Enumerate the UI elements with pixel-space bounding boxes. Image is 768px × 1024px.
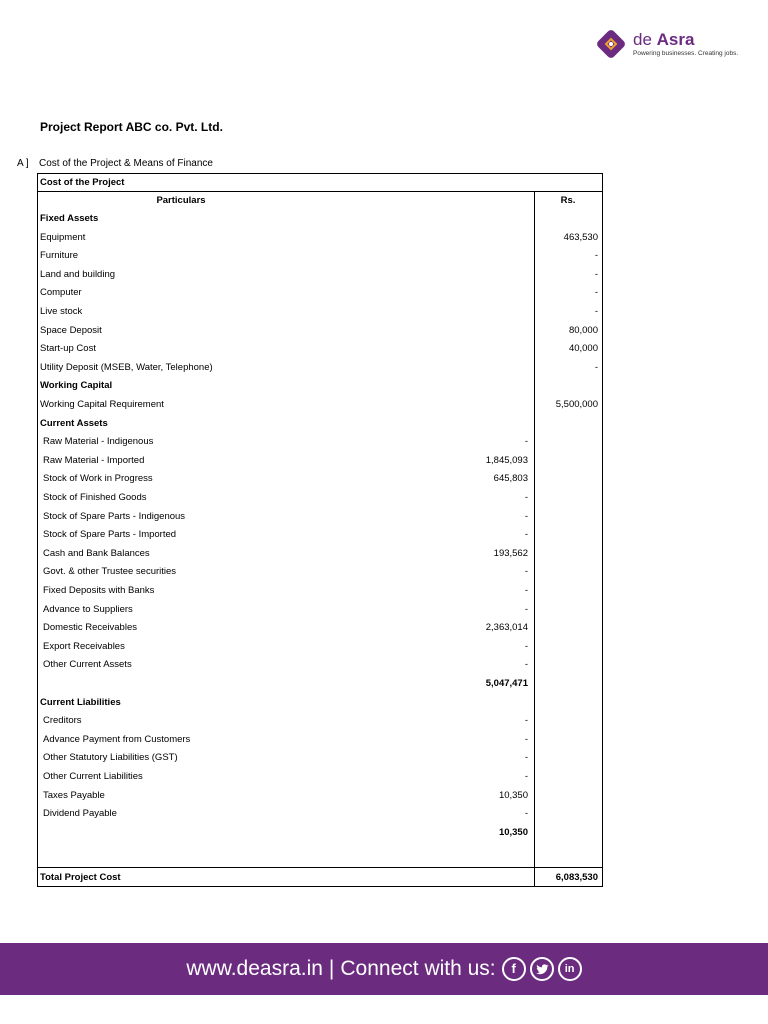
table-row [38, 563, 602, 581]
table-row [38, 768, 602, 786]
total-divider [38, 867, 602, 868]
row-subtotal: - [524, 771, 528, 782]
header-rs: Rs. [560, 195, 576, 206]
row-label: Stock of Work in Progress [43, 473, 153, 485]
row-amount: - [594, 361, 598, 373]
row-amount: - [594, 287, 598, 299]
table-row [38, 712, 602, 730]
row-amount: - [594, 250, 598, 262]
row-label: Advance to Suppliers [43, 603, 133, 615]
table-row [38, 210, 602, 228]
table-row [38, 433, 602, 451]
row-subtotal: - [524, 492, 528, 503]
table-row [38, 619, 602, 637]
section-letter: A ] [17, 158, 29, 169]
table-row [38, 675, 602, 693]
row-subtotal: 645,803 [493, 473, 528, 485]
row-label: Creditors [43, 715, 82, 727]
footer-connect: Connect with us: [340, 957, 496, 980]
row-subtotal: - [524, 566, 528, 578]
logo-wordmark: de Asra [633, 30, 695, 49]
row-subtotal: 2,363,014 [485, 622, 528, 634]
deasra-logo-icon [595, 28, 627, 60]
row-label: Start-up Cost [40, 343, 96, 355]
total-label: Total Project Cost [40, 872, 121, 883]
row-label: Fixed Deposits with Banks [43, 585, 155, 596]
footer-website[interactable]: www.deasra.in [186, 957, 323, 980]
table-header-row [38, 192, 602, 210]
table-row [38, 526, 602, 544]
table-row [38, 415, 602, 433]
table-row [38, 805, 602, 823]
table-row [38, 638, 602, 656]
row-amount: 5,500,000 [555, 399, 598, 410]
total-amount: 6,083,530 [555, 872, 598, 883]
table-row [38, 787, 602, 805]
row-subtotal: - [524, 585, 528, 596]
row-subtotal: - [524, 510, 528, 522]
row-subtotal: - [524, 715, 528, 727]
row-subtotal: 10,350 [498, 826, 528, 838]
row-label: Cash and Bank Balances [43, 547, 150, 559]
row-label: Live stock [40, 306, 83, 317]
row-amount: 40,000 [568, 343, 598, 355]
row-label: Raw Material - Indigenous [43, 436, 154, 448]
row-label: Utility Deposit (MSEB, Water, Telephone) [40, 361, 213, 373]
table-row [38, 377, 602, 395]
row-subtotal: - [524, 752, 528, 764]
row-label: Space Deposit [40, 324, 102, 336]
row-subtotal: - [524, 529, 528, 541]
row-label: Stock of Spare Parts - Imported [43, 529, 177, 541]
row-label: Fixed Assets [40, 213, 99, 224]
footer-banner [0, 943, 768, 995]
table-row [38, 322, 602, 340]
row-subtotal: 1,845,093 [485, 454, 528, 466]
row-label: Domestic Receivables [43, 622, 137, 634]
row-subtotal: 10,350 [498, 789, 528, 801]
section-title: Cost of the Project & Means of Finance [39, 158, 213, 169]
row-label: Taxes Payable [43, 789, 105, 801]
table-row [38, 489, 602, 507]
table-row [38, 452, 602, 470]
table-row [38, 284, 602, 302]
row-label: Land and building [40, 268, 116, 280]
row-subtotal: 193,562 [493, 547, 528, 559]
row-subtotal: - [524, 733, 528, 745]
row-label: Stock of Finished Goods [43, 492, 147, 503]
row-label: Current Liabilities [40, 696, 121, 708]
table-row [38, 396, 602, 414]
row-label: Other Current Liabilities [43, 771, 143, 782]
table-row [38, 359, 602, 377]
facebook-icon[interactable]: f [502, 957, 526, 981]
table-row [38, 582, 602, 600]
table-caption-row [38, 174, 602, 192]
table-row [38, 694, 602, 712]
row-label: Working Capital [40, 380, 113, 392]
row-label: Working Capital Requirement [40, 399, 164, 410]
table-row [38, 824, 602, 842]
table-row [38, 749, 602, 767]
footer-separator: | [328, 957, 335, 980]
row-subtotal: - [524, 603, 528, 615]
row-subtotal: 5,047,471 [485, 678, 528, 689]
row-amount: - [594, 306, 598, 317]
deasra-logo [595, 28, 765, 64]
cost-of-project-table [37, 173, 603, 887]
row-subtotal: - [524, 808, 528, 820]
row-label: Other Current Assets [43, 659, 132, 671]
row-label: Export Receivables [43, 640, 125, 652]
row-label: Advance Payment from Customers [43, 733, 191, 745]
row-label: Other Statutory Liabilities (GST) [43, 752, 178, 764]
row-label: Computer [40, 287, 82, 299]
row-label: Stock of Spare Parts - Indigenous [43, 510, 186, 522]
linkedin-icon[interactable]: in [558, 957, 582, 981]
table-row [38, 545, 602, 563]
row-amount: 463,530 [563, 231, 598, 243]
header-particulars: Particulars [156, 195, 206, 206]
row-label: Raw Material - Imported [43, 454, 145, 466]
row-amount: - [594, 268, 598, 280]
report-title: Project Report ABC co. Pvt. Ltd. [40, 120, 223, 134]
table-row [38, 340, 602, 358]
total-row [38, 869, 602, 887]
row-subtotal: - [524, 640, 528, 652]
table-row [38, 247, 602, 265]
table-row [38, 731, 602, 749]
table-caption: Cost of the Project [40, 177, 125, 188]
table-row [38, 470, 602, 488]
table-row [38, 601, 602, 619]
row-label: Govt. & other Trustee securities [43, 566, 177, 578]
row-label: Dividend Payable [43, 808, 117, 820]
row-label: Furniture [40, 250, 79, 262]
twitter-icon[interactable] [530, 957, 554, 981]
table-row [38, 656, 602, 674]
row-amount: 80,000 [568, 324, 598, 336]
logo-tagline: Powering businesses. Creating jobs. [633, 50, 739, 57]
table-row [38, 229, 602, 247]
row-subtotal: - [524, 659, 528, 671]
row-subtotal: - [524, 436, 528, 448]
table-row [38, 508, 602, 526]
row-label: Current Assets [40, 417, 108, 429]
table-row [38, 303, 602, 321]
row-label: Equipment [40, 231, 86, 243]
table-row [38, 266, 602, 284]
